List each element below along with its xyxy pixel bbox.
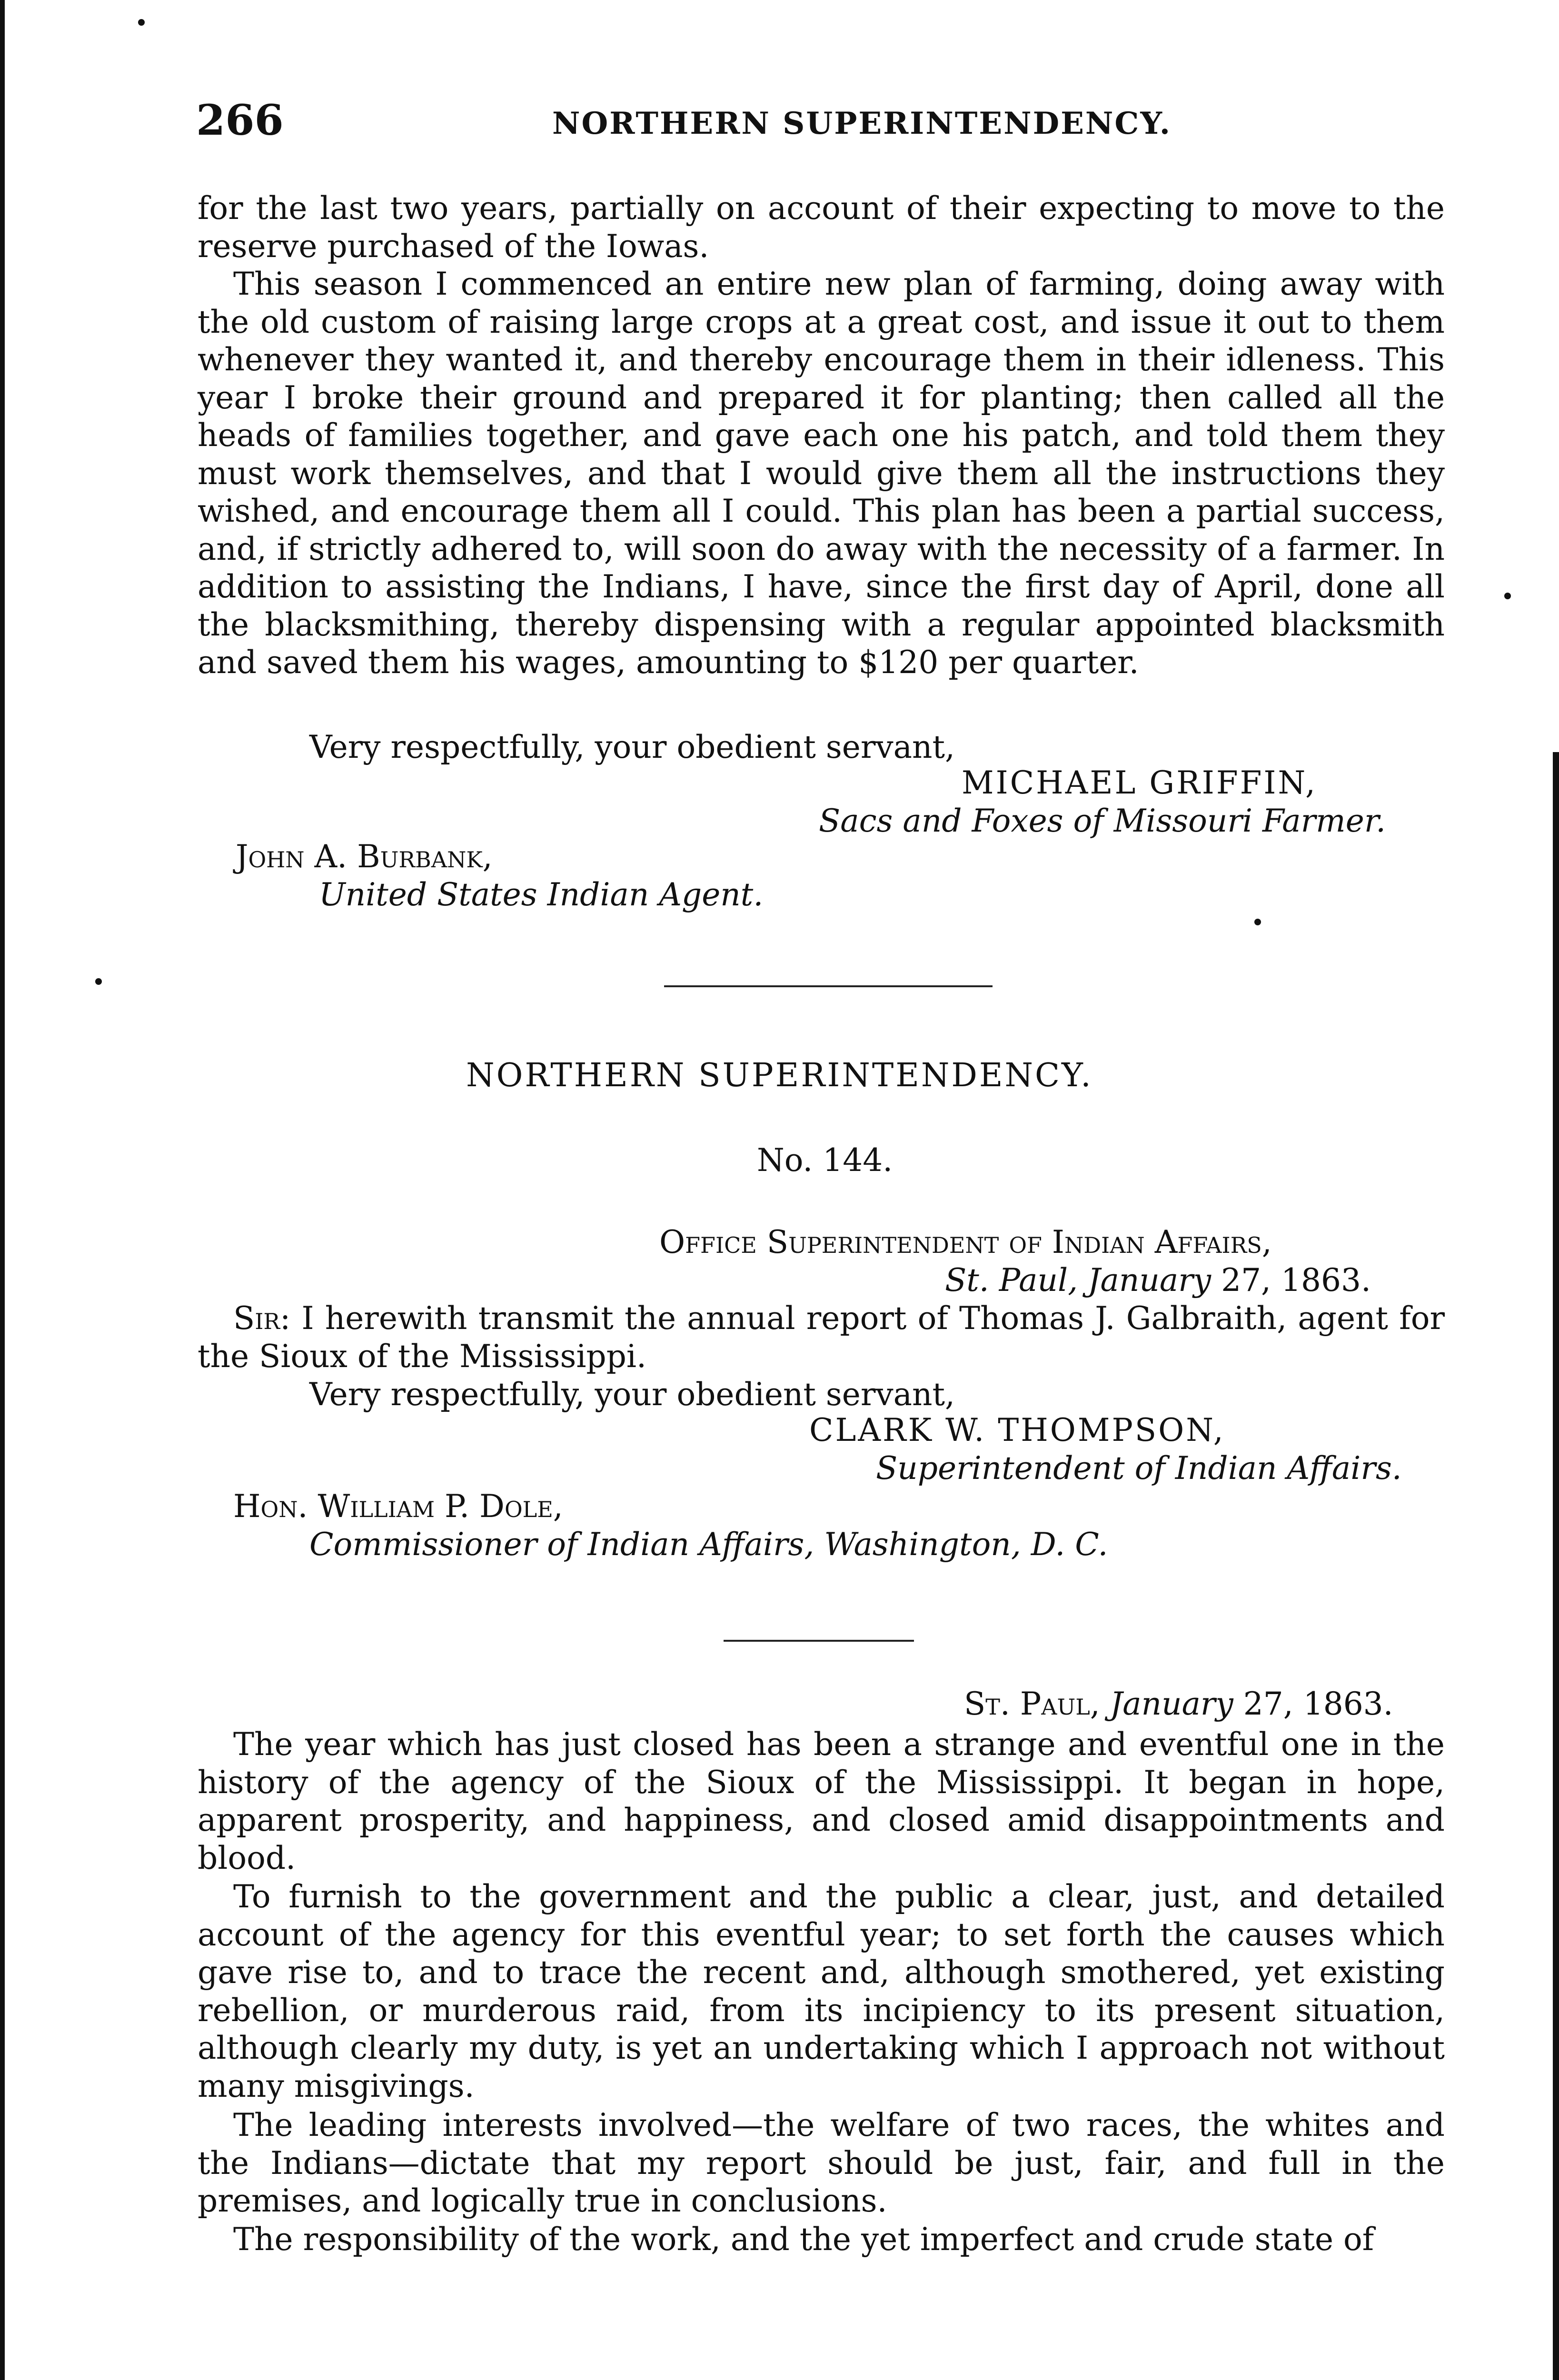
thompson-date: 27, 1863. — [1221, 1262, 1371, 1299]
griffin-addressee-title: United States Indian Agent. — [319, 876, 764, 913]
griffin-addressee-name: John A. Burbank, — [236, 838, 493, 875]
section-divider — [664, 985, 993, 987]
scan-speck — [1504, 593, 1511, 599]
report-paragraph-3: The leading interests involved—the welfare of two races, the whites and the Indians—dictate that my report should be just, fair, and full in the premises, and logically true in conclusions. — [198, 2107, 1445, 2219]
salutation: Sir: — [233, 1300, 291, 1337]
document-number: No. 144. — [757, 1142, 893, 1179]
thompson-addressee-title: Commissioner of Indian Affairs, Washington, D. C. — [309, 1526, 1108, 1563]
scan-speck — [1254, 919, 1261, 925]
thompson-body-text: I herewith transmit the annual report of Thomas J. Galbraith, agent for the Sioux of the Mississippi. — [198, 1300, 1445, 1375]
thompson-addressee-name: Hon. William P. Dole, — [233, 1488, 563, 1525]
scan-speck — [95, 978, 102, 985]
report-paragraph-4: The responsibility of the work, and the yet imperfect and crude state of — [233, 2221, 1374, 2258]
report-date: 27, 1863. — [1243, 1686, 1393, 1722]
report-paragraph-1: The year which has just closed has been a strange and eventful one in the history of the agency of the Sioux of the Mississippi. It began in hope, apparent prosperity, and happiness, and closed amid disappointments and blood. — [198, 1726, 1445, 1876]
office-heading: Office Superintendent of Indian Affairs, — [659, 1224, 1272, 1260]
report-place: St. Paul, — [964, 1686, 1100, 1722]
thompson-closing: Very respectfully, your obedient servant, — [309, 1376, 955, 1413]
running-title: NORTHERN SUPERINTENDENCY. — [552, 106, 1172, 141]
scan-speck — [138, 19, 145, 26]
thompson-signer-title: Superintendent of Indian Affairs. — [876, 1450, 1402, 1487]
report-dateline — [964, 1685, 1393, 1723]
report-paragraph-2: To furnish to the government and the public a clear, just, and detailed account of the agency for this eventful year; to set forth the causes which gave rise to, and to trace the recent and, although smothered, yet existing rebellion, or murderous raid, from its incipiency to its present situation, although clearly my duty, is yet an undertaking which I approach not without many misgivings. — [198, 1878, 1445, 2104]
thompson-dateline — [945, 1261, 1371, 1299]
scan-border-left — [0, 0, 5, 2380]
section-title: NORTHERN SUPERINTENDENCY. — [466, 1057, 1093, 1094]
thompson-place: St. Paul, — [945, 1262, 1078, 1299]
thompson-body — [198, 1299, 1445, 1375]
griffin-paragraph-2: This season I commenced an entire new plan of farming, doing away with the old custom of raising large crops at a great cost, and issue it out to them whenever they wanted it, and thereby encourage them in their idleness. This year I broke their ground and prepared it for planting; then called all the heads of families together, and gave each one his patch, and told them they must work themselves, and that I would give them all the instructions they wished, and encourage them all I could. This plan has been a partial success, and, if strictly adhered to, will soon do away with the necessity of a farmer. In addition to assisting the Indians, I have, since the first day of April, done all the blacksmithing, thereby dispensing with a regular appointed blacksmith and saved them his wages, amounting to $120 per quarter. — [198, 266, 1445, 681]
thompson-month: January — [1088, 1262, 1211, 1299]
letter-divider — [724, 1640, 914, 1642]
scan-border-right — [1553, 752, 1559, 2380]
thompson-signer-name: CLARK W. THOMPSON, — [809, 1412, 1225, 1448]
griffin-signer-name: MICHAEL GRIFFIN, — [962, 764, 1318, 801]
griffin-paragraph-1: for the last two years, partially on account of their expecting to move to the reserve purchased of the Iowas. — [198, 190, 1445, 265]
page-number: 266 — [196, 95, 284, 145]
griffin-signer-title: Sacs and Foxes of Missouri Farmer. — [819, 803, 1386, 839]
report-month: January — [1110, 1686, 1233, 1722]
griffin-closing: Very respectfully, your obedient servant, — [309, 729, 955, 765]
